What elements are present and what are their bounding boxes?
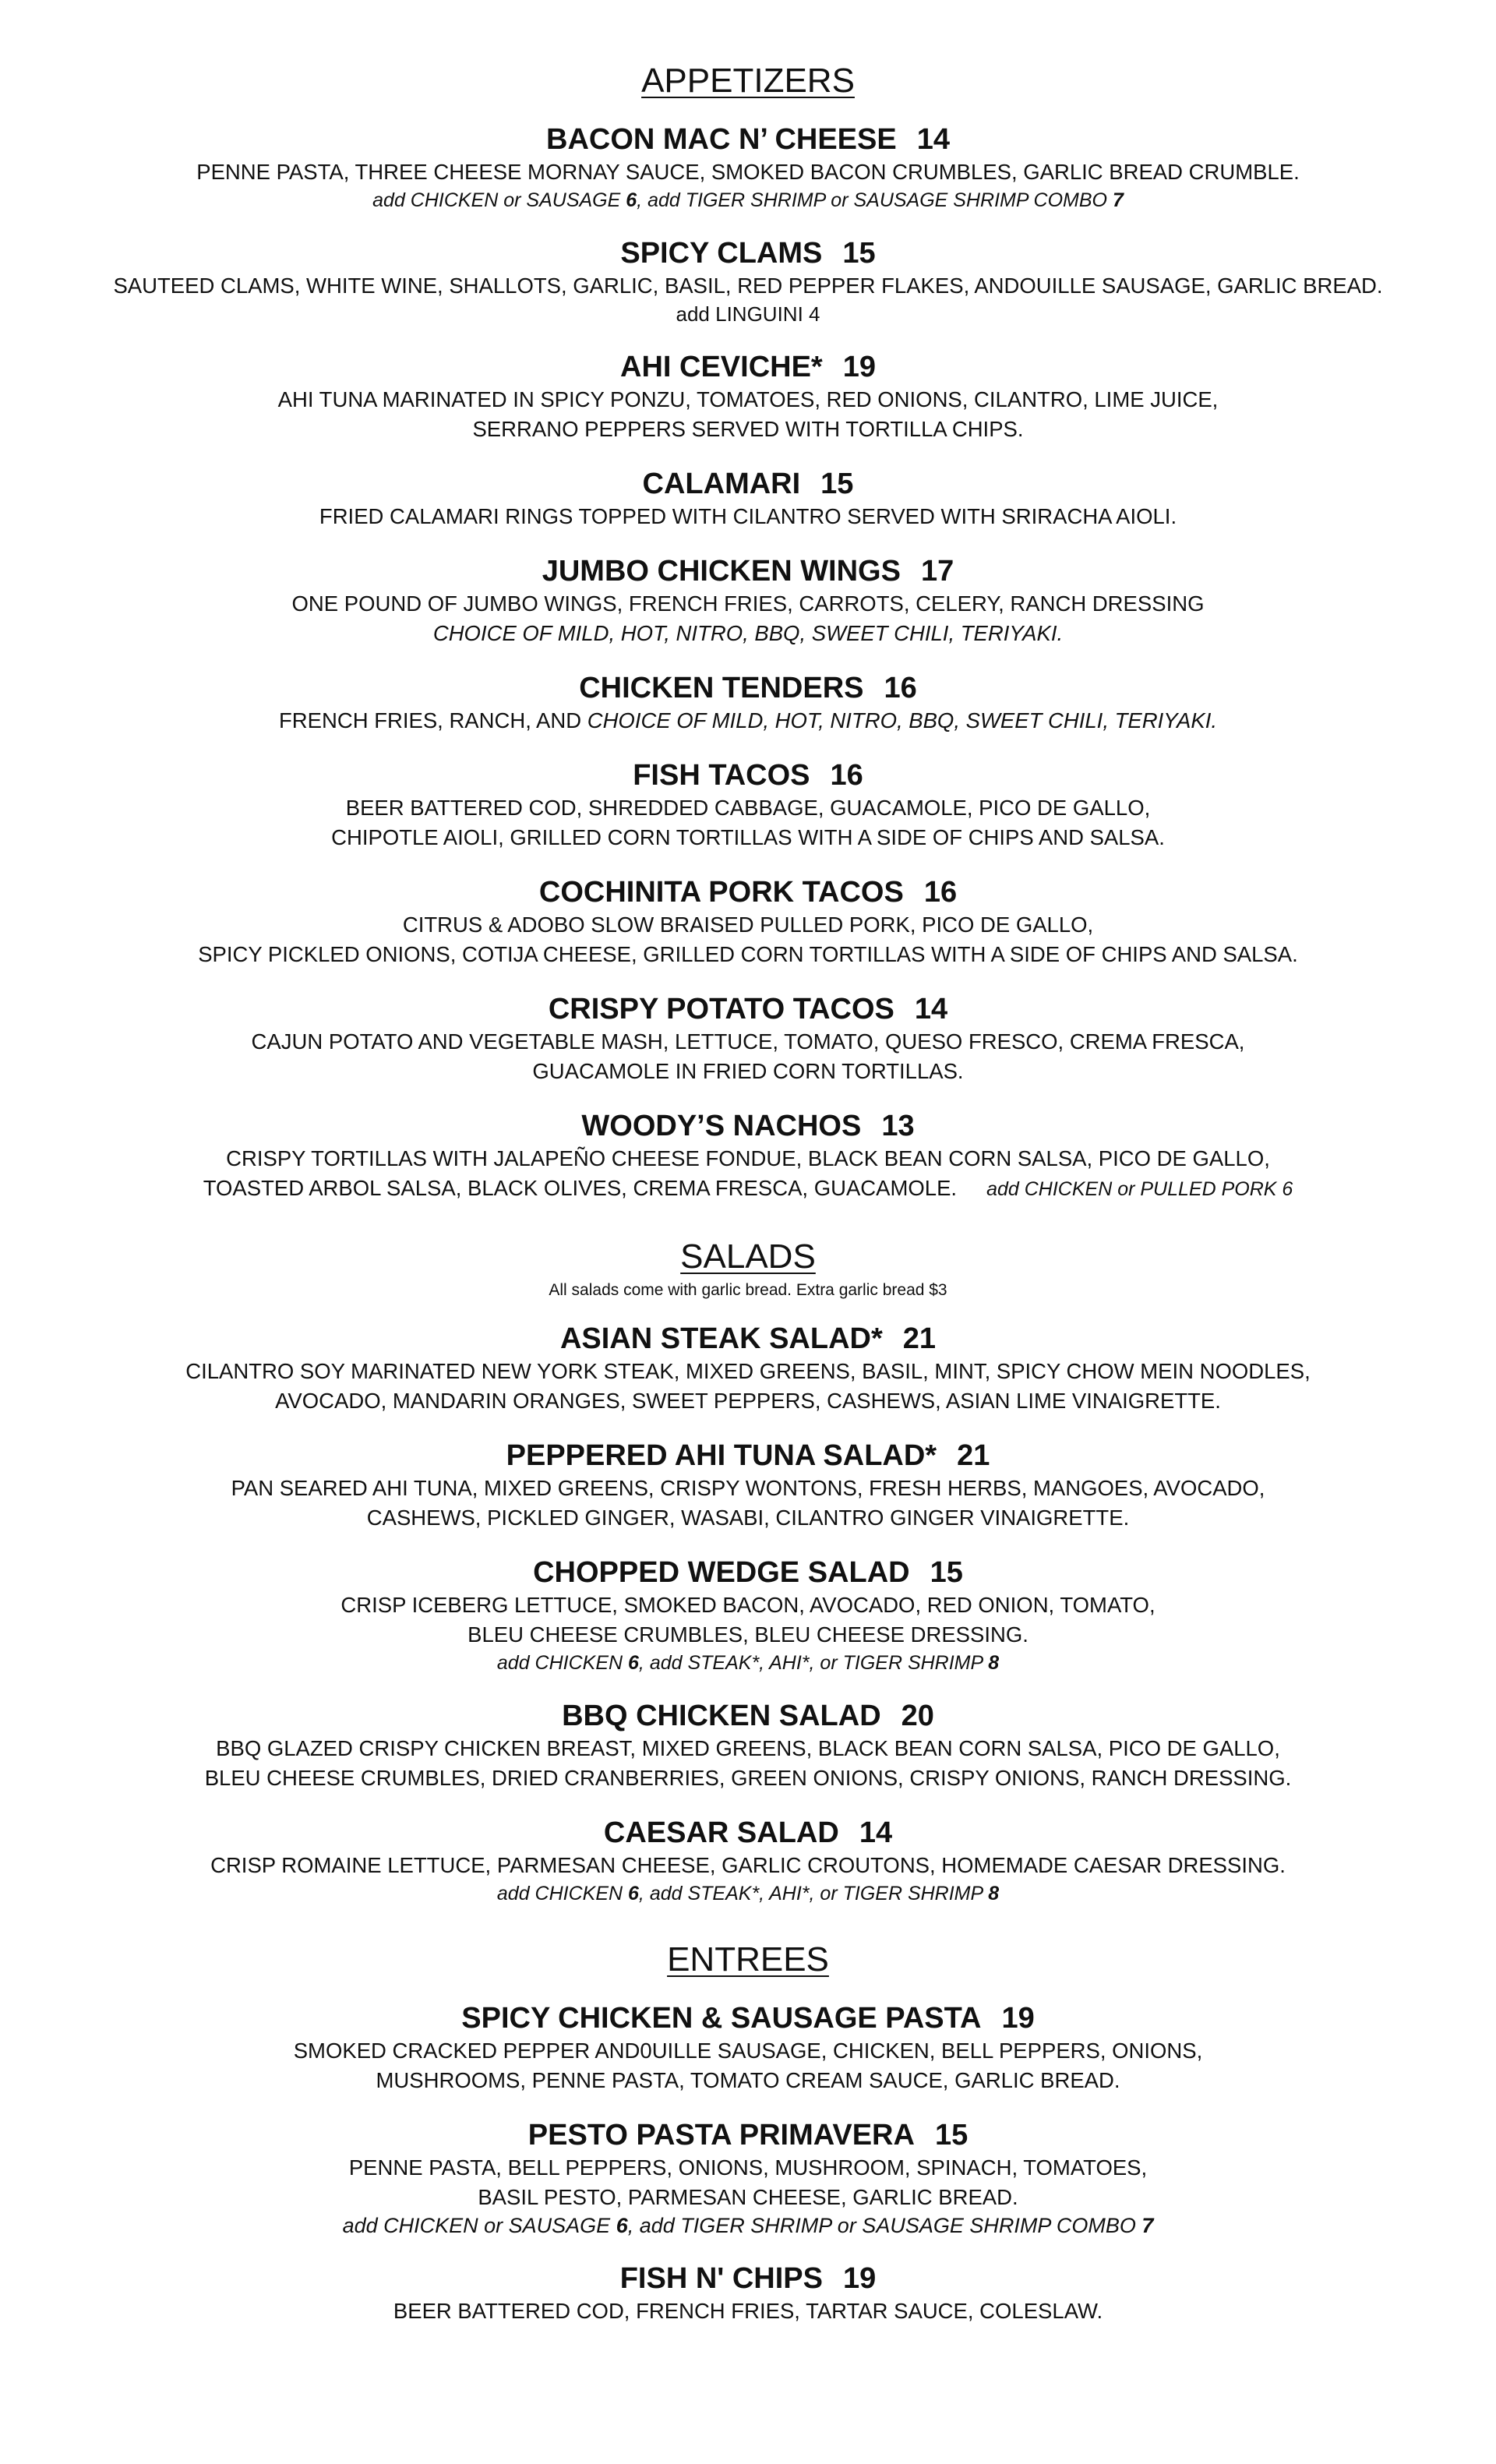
item-name: CALAMARI (642, 468, 801, 500)
item-price: 17 (920, 555, 954, 588)
item-price: 21 (902, 1322, 937, 1355)
item-description: PENNE PASTA, THREE CHEESE MORNAY SAUCE, SMOKED BACON CRUMBLES, GARLIC BREAD CRUMBLE. (196, 160, 1300, 184)
item-name: SPICY CHICKEN & SAUSAGE PASTA (461, 2002, 982, 2035)
item-name: WOODY’S NACHOS (581, 1110, 862, 1142)
menu-item-sausage-pasta (0, 2000, 1496, 2095)
menu-item-chicken-wings (0, 553, 1496, 648)
item-name: CAESAR SALAD (603, 1816, 839, 1849)
item-description: TOASTED ARBOL SALSA, BLACK OLIVES, CREMA FRESCA, GUACAMOLE. (203, 1176, 958, 1200)
item-price: 16 (830, 759, 863, 792)
item-price: 19 (842, 351, 876, 383)
item-sauce-choice: CHOICE OF MILD, HOT, NITRO, BBQ, SWEET CHILI, TERIYAKI. (432, 621, 1064, 645)
item-description: BLEU CHEESE CRUMBLES, DRIED CRANBERRIES, GREEN ONIONS, CRISPY ONIONS, RANCH DRESSING. (204, 1766, 1292, 1790)
item-addon: add CHICKEN 6, add STEAK*, AHI*, or TIGER SHRIMP 8 (496, 1883, 1000, 1904)
section-appetizers (0, 61, 1496, 1204)
item-description: FRIED CALAMARI RINGS TOPPED WITH CILANTRO SERVED WITH SRIRACHA AIOLI. (319, 504, 1177, 528)
item-description: CAJUN POTATO AND VEGETABLE MASH, LETTUCE, TOMATO, QUESO FRESCO, CREMA FRESCA, (251, 1029, 1245, 1054)
item-description: AVOCADO, MANDARIN ORANGES, SWEET PEPPERS, CASHEWS, ASIAN LIME VINAIGRETTE. (275, 1389, 1221, 1413)
section-title: SALADS (680, 1237, 816, 1276)
item-description: CRISPY TORTILLAS WITH JALAPEÑO CHEESE FONDUE, BLACK BEAN CORN SALSA, PICO DE GALLO, (226, 1146, 1270, 1170)
item-name: BACON MAC N’ CHEESE (546, 123, 897, 156)
menu-item-pesto-pasta (0, 2117, 1496, 2239)
item-addon: add CHICKEN 6, add STEAK*, AHI*, or TIGER SHRIMP 8 (496, 1652, 1000, 1674)
item-price: 14 (859, 1816, 893, 1849)
item-price: 15 (930, 1556, 963, 1589)
item-description: GUACAMOLE IN FRIED CORN TORTILLAS. (532, 1059, 964, 1083)
item-name: CHOPPED WEDGE SALAD (533, 1556, 910, 1589)
item-name: AHI CEVICHE* (620, 351, 823, 383)
item-description: BLEU CHEESE CRUMBLES, BLEU CHEESE DRESSING. (468, 1622, 1028, 1647)
section-entrees (0, 1940, 1496, 2326)
menu-item-fish-n-chips (0, 2261, 1496, 2326)
item-description: PAN SEARED AHI TUNA, MIXED GREENS, CRISPY WONTONS, FRESH HERBS, MANGOES, AVOCADO, (231, 1476, 1265, 1500)
item-name: COCHINITA PORK TACOS (538, 876, 904, 909)
item-name: ASIAN STEAK SALAD* (559, 1322, 883, 1355)
item-name: CHICKEN TENDERS (579, 672, 864, 704)
item-description: MUSHROOMS, PENNE PASTA, TOMATO CREAM SAUCE, GARLIC BREAD. (376, 2068, 1120, 2092)
item-addon: add LINGUINI 4 (676, 302, 820, 326)
item-name: JUMBO CHICKEN WINGS (542, 555, 901, 588)
item-name: SPICY CLAMS (620, 237, 823, 270)
menu-item-ahi-tuna-salad (0, 1438, 1496, 1533)
section-note: All salads come with garlic bread. Extra garlic bread $3 (549, 1281, 947, 1299)
menu-item-bbq-chicken-salad (0, 1698, 1496, 1793)
item-name: PEPPERED AHI TUNA SALAD* (506, 1439, 937, 1472)
item-price: 15 (842, 237, 876, 270)
item-price: 13 (881, 1110, 915, 1142)
item-description: BEER BATTERED COD, FRENCH FRIES, TARTAR SAUCE, COLESLAW. (393, 2299, 1103, 2323)
item-price: 21 (957, 1439, 990, 1472)
item-description: SERRANO PEPPERS SERVED WITH TORTILLA CHIPS. (472, 417, 1024, 441)
item-description: CITRUS & ADOBO SLOW BRAISED PULLED PORK, PICO DE GALLO, (402, 913, 1094, 937)
item-description: BEER BATTERED COD, SHREDDED CABBAGE, GUACAMOLE, PICO DE GALLO, (345, 796, 1151, 820)
item-addon: add CHICKEN or SAUSAGE 6, add TIGER SHRIMP or SAUSAGE SHRIMP COMBO 7 (372, 189, 1124, 211)
item-description: ONE POUND OF JUMBO WINGS, FRENCH FRIES, CARROTS, CELERY, RANCH DRESSING (291, 591, 1205, 616)
section-title: ENTREES (667, 1940, 829, 1979)
item-description: CILANTRO SOY MARINATED NEW YORK STEAK, MIXED GREENS, BASIL, MINT, SPICY CHOW MEIN NOODLES, (185, 1359, 1311, 1383)
menu-item-spicy-clams (0, 235, 1496, 327)
item-description: PENNE PASTA, BELL PEPPERS, ONIONS, MUSHROOM, SPINACH, TOMATOES, (348, 2155, 1148, 2180)
item-price: 15 (934, 2119, 969, 2152)
item-description: CHIPOTLE AIOLI, GRILLED CORN TORTILLAS WITH A SIDE OF CHIPS AND SALSA. (331, 825, 1165, 849)
item-addon: add CHICKEN or SAUSAGE 6, add TIGER SHRIMP or SAUSAGE SHRIMP COMBO 7 (342, 2214, 1154, 2237)
item-price: 14 (914, 993, 948, 1025)
menu-item-asian-steak-salad (0, 1321, 1496, 1416)
item-name: BBQ CHICKEN SALAD (562, 1700, 881, 1732)
item-name: PESTO PASTA PRIMAVERA (527, 2119, 915, 2152)
item-price: 15 (820, 468, 854, 500)
menu-item-caesar-salad (0, 1815, 1496, 1907)
item-description: CRISP ROMAINE LETTUCE, PARMESAN CHEESE, GARLIC CROUTONS, HOMEMADE CAESAR DRESSING. (210, 1853, 1286, 1877)
menu-item-calamari (0, 466, 1496, 531)
item-description: CRISP ICEBERG LETTUCE, SMOKED BACON, AVOCADO, RED ONION, TOMATO, (340, 1593, 1156, 1617)
item-description: CASHEWS, PICKLED GINGER, WASABI, CILANTRO GINGER VINAIGRETTE. (366, 1506, 1130, 1530)
item-price: 14 (916, 123, 950, 156)
menu-item-ahi-ceviche (0, 349, 1496, 444)
item-description: BASIL PESTO, PARMESAN CHEESE, GARLIC BREAD. (478, 2185, 1018, 2209)
item-price: 16 (923, 876, 958, 909)
menu-item-potato-tacos (0, 991, 1496, 1086)
menu-item-cochinita-tacos (0, 874, 1496, 969)
item-price: 19 (843, 2262, 877, 2295)
menu-item-bacon-mac (0, 122, 1496, 214)
item-description: SAUTEED CLAMS, WHITE WINE, SHALLOTS, GARLIC, BASIL, RED PEPPER FLAKES, ANDOUILLE SAUSAGE, GARLIC BREAD. (113, 274, 1383, 298)
item-name: FISH N' CHIPS (619, 2262, 823, 2295)
item-price: 16 (884, 672, 917, 704)
menu-item-wedge-salad (0, 1555, 1496, 1676)
menu-item-woodys-nachos (0, 1108, 1496, 1204)
item-description: FRENCH FRIES, RANCH, AND CHOICE OF MILD, HOT, NITRO, BBQ, SWEET CHILI, TERIYAKI. (278, 708, 1218, 732)
section-salads (0, 1237, 1496, 1907)
item-description: AHI TUNA MARINATED IN SPICY PONZU, TOMATOES, RED ONIONS, CILANTRO, LIME JUICE, (277, 387, 1219, 411)
item-addon: add CHICKEN or PULLED PORK 6 (986, 1178, 1293, 1200)
item-price: 19 (1001, 2002, 1035, 2035)
item-name: FISH TACOS (633, 759, 810, 792)
item-description: SMOKED CRACKED PEPPER AND0UILLE SAUSAGE, CHICKEN, BELL PEPPERS, ONIONS, (293, 2039, 1203, 2063)
section-title: APPETIZERS (641, 62, 855, 100)
menu-item-fish-tacos (0, 757, 1496, 853)
item-name: CRISPY POTATO TACOS (548, 993, 894, 1025)
item-price: 20 (901, 1700, 934, 1732)
item-description: BBQ GLAZED CRISPY CHICKEN BREAST, MIXED GREENS, BLACK BEAN CORN SALSA, PICO DE GALLO, (216, 1736, 1280, 1760)
item-description: SPICY PICKLED ONIONS, COTIJA CHEESE, GRILLED CORN TORTILLAS WITH A SIDE OF CHIPS AND SALSA. (198, 942, 1298, 966)
menu-item-chicken-tenders (0, 670, 1496, 736)
